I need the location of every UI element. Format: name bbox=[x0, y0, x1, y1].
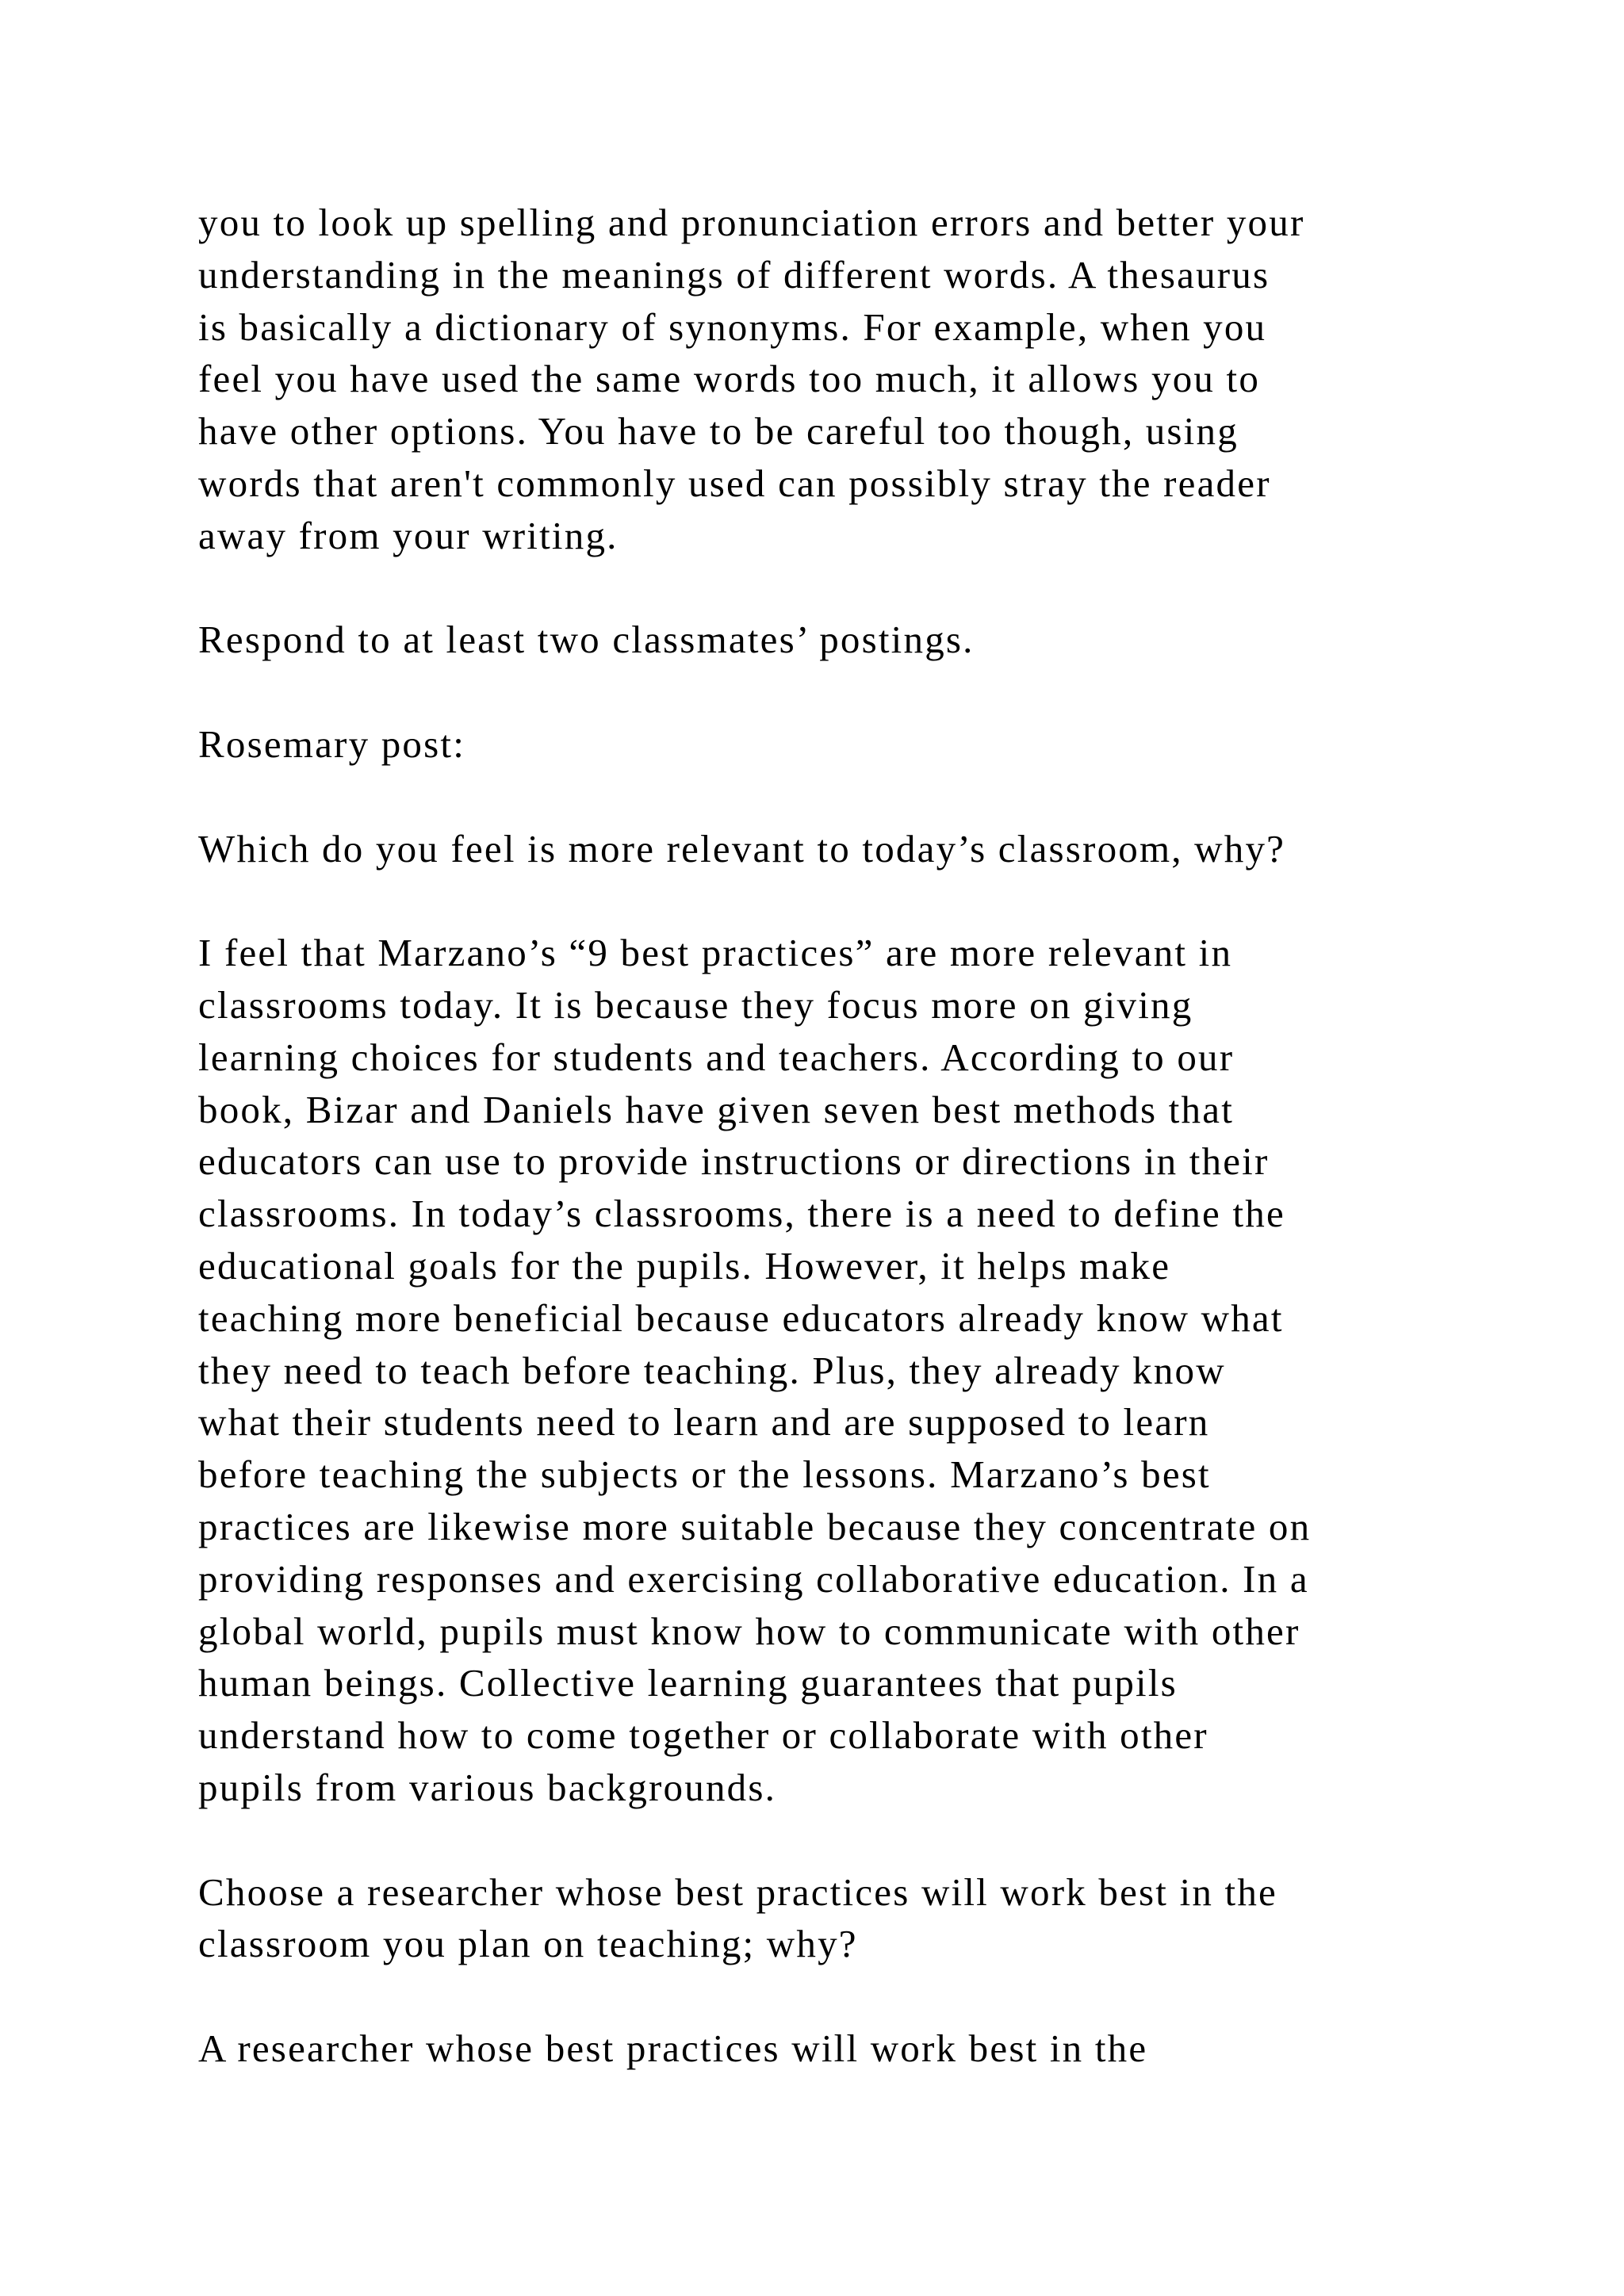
text-line: is basically a dictionary of synonyms. For example, when you bbox=[198, 304, 1267, 349]
text-line: pupils from various backgrounds. bbox=[198, 1765, 777, 1809]
paragraph-spacer bbox=[198, 666, 1507, 718]
text-line: have other options. You have to be careful too though, using bbox=[198, 409, 1239, 453]
paragraph-question-2 bbox=[198, 1866, 1507, 1971]
text-line: before teaching the subjects or the lessons. Marzano’s best bbox=[198, 1452, 1211, 1497]
document-body bbox=[198, 197, 1507, 2075]
text-line: A researcher whose best practices will work best in the bbox=[198, 2026, 1148, 2070]
text-line: Rosemary post: bbox=[198, 721, 466, 766]
text-line: understanding in the meanings of different words. A thesaurus bbox=[198, 252, 1270, 297]
text-line: classrooms. In today’s classrooms, there is a need to define the bbox=[198, 1192, 1285, 1236]
text-line: book, Bizar and Daniels have given seven best methods that bbox=[198, 1087, 1235, 1131]
text-line: feel you have used the same words too much, it allows you to bbox=[198, 357, 1261, 401]
paragraph-respond-instruction bbox=[198, 614, 1507, 666]
text-line: they need to teach before teaching. Plus, they already know bbox=[198, 1348, 1226, 1392]
text-line: Choose a researcher whose best practices will work best in the bbox=[198, 1869, 1277, 1914]
paragraph-spacer bbox=[198, 562, 1507, 614]
paragraph-answer-2 bbox=[198, 2022, 1507, 2075]
text-line: I feel that Marzano’s “9 best practices” are more relevant in bbox=[198, 931, 1233, 975]
text-line: learning choices for students and teachers. According to our bbox=[198, 1035, 1235, 1079]
paragraph-post-author bbox=[198, 718, 1507, 771]
text-line: what their students need to learn and are supposed to learn bbox=[198, 1400, 1210, 1445]
paragraph-spacer bbox=[198, 1814, 1507, 1866]
text-line: understand how to come together or collaborate with other bbox=[198, 1713, 1208, 1758]
paragraph-thesaurus bbox=[198, 197, 1507, 562]
text-line: Respond to at least two classmates’ postings. bbox=[198, 618, 975, 662]
text-line: you to look up spelling and pronunciation errors and better your bbox=[198, 201, 1305, 244]
paragraph-spacer bbox=[198, 771, 1507, 823]
text-line: human beings. Collective learning guarantees that pupils bbox=[198, 1661, 1178, 1705]
paragraph-spacer bbox=[198, 874, 1507, 927]
text-line: global world, pupils must know how to communicate with other bbox=[198, 1609, 1300, 1653]
text-line: educational goals for the pupils. However, it helps make bbox=[198, 1243, 1171, 1288]
text-line: words that aren't commonly used can possibly stray the reader bbox=[198, 461, 1271, 505]
text-line: practices are likewise more suitable because they concentrate on bbox=[198, 1504, 1312, 1548]
paragraph-question-1 bbox=[198, 823, 1507, 875]
text-line: Which do you feel is more relevant to today’s classroom, why? bbox=[198, 826, 1286, 871]
text-line: educators can use to provide instructions or directions in their bbox=[198, 1139, 1270, 1184]
text-line: classrooms today. It is because they focus more on giving bbox=[198, 982, 1193, 1027]
text-line: away from your writing. bbox=[198, 513, 619, 557]
paragraph-answer-1 bbox=[198, 927, 1507, 1814]
paragraph-spacer bbox=[198, 1970, 1507, 2022]
text-line: classroom you plan on teaching; why? bbox=[198, 1922, 858, 1966]
text-line: providing responses and exercising collaborative education. In a bbox=[198, 1556, 1309, 1601]
text-line: teaching more beneficial because educators already know what bbox=[198, 1295, 1284, 1340]
